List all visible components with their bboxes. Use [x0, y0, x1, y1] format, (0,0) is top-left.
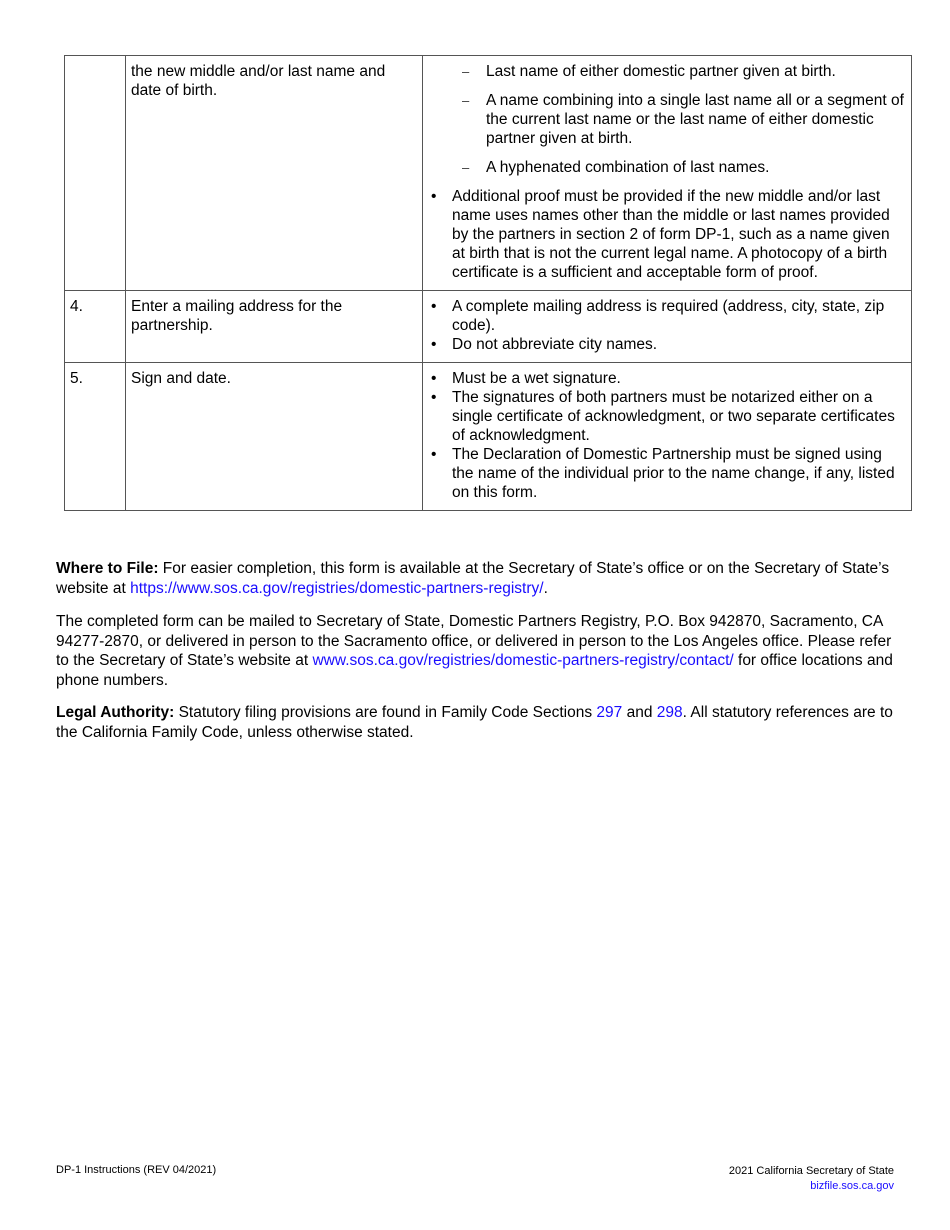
where-to-file-text: For easier completion, this form is available at the Secretary of State’s office or on the Secretary of State’s website at	[56, 560, 890, 597]
family-code-297-link[interactable]: 297	[596, 704, 623, 721]
item-instructions	[423, 291, 912, 363]
item-instructions	[423, 363, 912, 511]
item-description: Sign and date.	[126, 363, 423, 511]
where-to-file-end: .	[543, 579, 548, 597]
family-code-298-link[interactable]: 298	[656, 704, 683, 721]
registry-contact-link[interactable]: www.sos.ca.gov/registries/domestic-partners-registry/contact/	[312, 652, 734, 669]
bullet-list	[428, 187, 906, 282]
footer-form-revision: DP-1 Instructions (REV 04/2021)	[56, 1164, 217, 1176]
list-item: • Do not abbreviate city names.	[428, 335, 906, 354]
legal-authority-and: and	[622, 704, 657, 721]
list-item: • The Declaration of Domestic Partnership must be signed using the name of the individual prior to the name change, if any, listed on this form.	[428, 445, 906, 502]
item-instructions	[423, 56, 912, 291]
item-description: the new middle and/or last name and date of birth.	[126, 56, 423, 291]
mailing-text: The completed form can be mailed to Secretary of State, Domestic Partners Registry, P.O. Box 942870, Sacramento, CA 94277-2870, or delivered in person to the Sacramento office, or delivered in person to the Los Angeles office. Please refer to the Secretary of State’s website at	[56, 613, 892, 669]
legal-authority-label: Legal Authority:	[56, 704, 175, 721]
dash-list	[428, 62, 906, 177]
instructions-table	[64, 55, 912, 511]
legal-authority-text: Statutory filing provisions are found in Family Code Sections	[174, 704, 597, 721]
legal-authority-paragraph	[56, 703, 906, 742]
footer-right	[729, 1164, 894, 1194]
table-row	[65, 363, 912, 511]
item-number: 5.	[65, 363, 126, 511]
table-row	[65, 291, 912, 363]
bizfile-link[interactable]: bizfile.sos.ca.gov	[810, 1180, 894, 1192]
mailing-paragraph	[56, 612, 906, 690]
registry-website-link[interactable]: https://www.sos.ca.gov/registries/domestic-partners-registry/	[130, 579, 544, 597]
list-item: • A complete mailing address is required (address, city, state, zip code).	[428, 297, 906, 335]
item-number	[65, 56, 126, 291]
bullet-list	[428, 369, 906, 502]
legal-authority-end: . All statutory references are to the California Family Code, unless otherwise stated.	[56, 704, 893, 741]
bullet-list	[428, 297, 906, 354]
list-item: • Additional proof must be provided if the new middle and/or last name uses names other than the middle or last names provided by the partners in section 2 of form DP-1, such as a name given at birth that is not the current legal name. A photocopy of a birth certificate is a sufficient and acceptable form of proof.	[428, 187, 906, 282]
where-to-file-paragraph	[56, 559, 906, 598]
item-number: 4.	[65, 291, 126, 363]
list-item: – A name combining into a single last name all or a segment of the current last name or the last name of either domestic partner given at birth.	[428, 91, 906, 148]
where-to-file-label: Where to File:	[56, 560, 159, 577]
list-item: – A hyphenated combination of last names.	[428, 158, 906, 177]
mailing-end: for office locations and phone numbers.	[56, 652, 893, 689]
list-item: – Last name of either domestic partner given at birth.	[428, 62, 906, 81]
list-item: • Must be a wet signature.	[428, 369, 906, 388]
table-row	[65, 56, 912, 291]
footer-copyright: 2021 California Secretary of State	[728, 1165, 894, 1177]
item-description: Enter a mailing address for the partnership.	[126, 291, 423, 363]
list-item: • The signatures of both partners must be notarized either on a single certificate of acknowledgment, or two separate certificates of acknowledgment.	[428, 388, 906, 445]
